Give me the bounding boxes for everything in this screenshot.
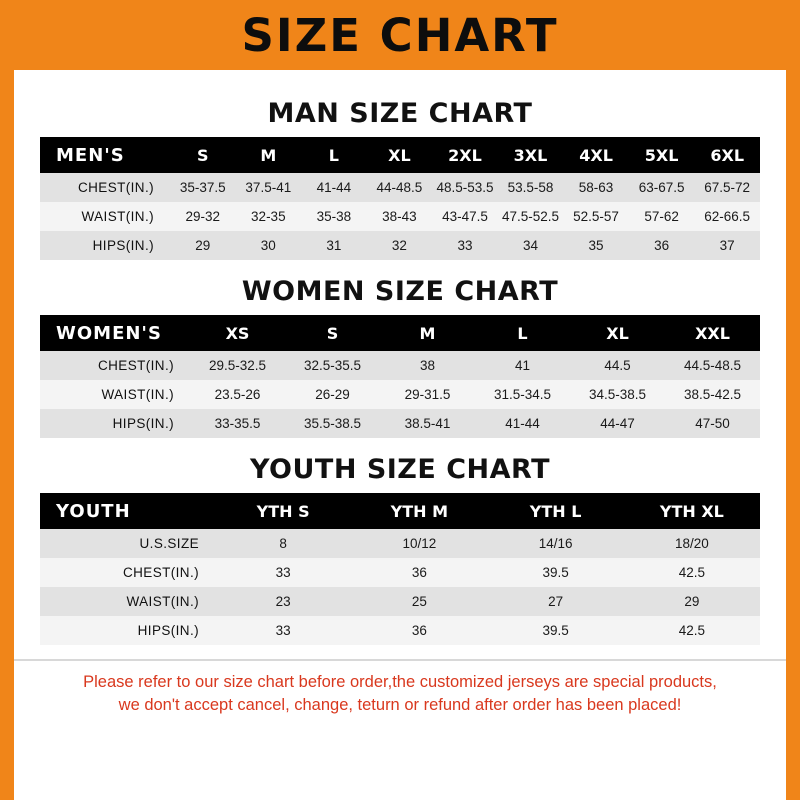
- cell: 32.5-35.5: [285, 351, 380, 380]
- cell: 33: [215, 558, 351, 587]
- column-header: YTH XL: [624, 493, 760, 529]
- section-title-youth: YOUTH SIZE CHART: [249, 454, 551, 485]
- table-row: [40, 380, 760, 409]
- cell: 25: [351, 587, 487, 616]
- page-title: SIZE CHART: [241, 8, 559, 62]
- table-row: [40, 616, 760, 645]
- table-row: [40, 351, 760, 380]
- cell: 58-63: [563, 173, 629, 202]
- cell: 33-35.5: [190, 409, 285, 438]
- cell: 30: [236, 231, 302, 260]
- cell: 38: [380, 351, 475, 380]
- column-header: 5XL: [629, 137, 695, 173]
- cell: 29-31.5: [380, 380, 475, 409]
- cell: 44-48.5: [367, 173, 433, 202]
- column-header: YTH S: [215, 493, 351, 529]
- cell: 29: [170, 231, 236, 260]
- cell: 35: [563, 231, 629, 260]
- column-header: 4XL: [563, 137, 629, 173]
- row-label: WAIST(IN.): [40, 202, 170, 231]
- table-header-row: [40, 493, 760, 529]
- cell: 38.5-41: [380, 409, 475, 438]
- cell: 34.5-38.5: [570, 380, 665, 409]
- column-header: XL: [367, 137, 433, 173]
- cell: 38.5-42.5: [665, 380, 760, 409]
- section-title-man: MAN SIZE CHART: [267, 98, 533, 129]
- cell: 23.5-26: [190, 380, 285, 409]
- table-header-row: [40, 315, 760, 351]
- cell: 27: [488, 587, 624, 616]
- disclaimer-line-2: we don't accept cancel, change, teturn or refund after order has been placed!: [118, 696, 682, 715]
- column-header: XXL: [665, 315, 760, 351]
- cell: 29-32: [170, 202, 236, 231]
- cell: 36: [351, 558, 487, 587]
- row-head-label: WOMEN'S: [40, 315, 190, 351]
- table-row: [40, 202, 760, 231]
- section-youth: [14, 454, 786, 645]
- cell: 36: [351, 616, 487, 645]
- disclaimer-line-1: Please refer to our size chart before order,the customized jerseys are special products,: [83, 673, 717, 691]
- column-header: XS: [190, 315, 285, 351]
- cell: 10/12: [351, 529, 487, 558]
- cell: 31.5-34.5: [475, 380, 570, 409]
- cell: 44-47: [570, 409, 665, 438]
- cell: 18/20: [624, 529, 760, 558]
- cell: 23: [215, 587, 351, 616]
- cell: 35.5-38.5: [285, 409, 380, 438]
- man-size-table: [40, 137, 760, 260]
- disclaimer-note: [14, 659, 786, 717]
- cell: 29.5-32.5: [190, 351, 285, 380]
- cell: 57-62: [629, 202, 695, 231]
- cell: 38-43: [367, 202, 433, 231]
- row-label: CHEST(IN.): [40, 351, 190, 380]
- cell: 29: [624, 587, 760, 616]
- row-head-label: MEN'S: [40, 137, 170, 173]
- table-row: [40, 409, 760, 438]
- cell: 48.5-53.5: [432, 173, 498, 202]
- cell: 41-44: [475, 409, 570, 438]
- section-man: [14, 82, 786, 260]
- cell: 44.5-48.5: [665, 351, 760, 380]
- column-header: 2XL: [432, 137, 498, 173]
- youth-size-table: [40, 493, 760, 645]
- cell: 52.5-57: [563, 202, 629, 231]
- cell: 53.5-58: [498, 173, 564, 202]
- cell: 39.5: [488, 616, 624, 645]
- row-label: HIPS(IN.): [40, 616, 215, 645]
- row-label: CHEST(IN.): [40, 173, 170, 202]
- cell: 36: [629, 231, 695, 260]
- column-header: S: [170, 137, 236, 173]
- column-header: L: [475, 315, 570, 351]
- column-header: L: [301, 137, 367, 173]
- row-label: HIPS(IN.): [40, 409, 190, 438]
- table-row: [40, 587, 760, 616]
- cell: 26-29: [285, 380, 380, 409]
- column-header: 3XL: [498, 137, 564, 173]
- cell: 32: [367, 231, 433, 260]
- column-header: S: [285, 315, 380, 351]
- cell: 32-35: [236, 202, 302, 231]
- row-label: WAIST(IN.): [40, 380, 190, 409]
- column-header: 6XL: [694, 137, 760, 173]
- table-header-row: [40, 137, 760, 173]
- page-banner: [14, 0, 786, 70]
- cell: 43-47.5: [432, 202, 498, 231]
- cell: 63-67.5: [629, 173, 695, 202]
- table-row: [40, 558, 760, 587]
- cell: 31: [301, 231, 367, 260]
- cell: 35-38: [301, 202, 367, 231]
- women-size-table: [40, 315, 760, 438]
- table-row: [40, 231, 760, 260]
- cell: 8: [215, 529, 351, 558]
- cell: 42.5: [624, 558, 760, 587]
- section-women: [14, 276, 786, 438]
- table-row: [40, 529, 760, 558]
- cell: 33: [215, 616, 351, 645]
- column-header: YTH M: [351, 493, 487, 529]
- row-head-label: YOUTH: [40, 493, 215, 529]
- row-label: HIPS(IN.): [40, 231, 170, 260]
- row-label: WAIST(IN.): [40, 587, 215, 616]
- column-header: M: [380, 315, 475, 351]
- cell: 35-37.5: [170, 173, 236, 202]
- cell: 47-50: [665, 409, 760, 438]
- cell: 44.5: [570, 351, 665, 380]
- cell: 62-66.5: [694, 202, 760, 231]
- cell: 67.5-72: [694, 173, 760, 202]
- column-header: M: [236, 137, 302, 173]
- cell: 47.5-52.5: [498, 202, 564, 231]
- cell: 14/16: [488, 529, 624, 558]
- cell: 37.5-41: [236, 173, 302, 202]
- table-row: [40, 173, 760, 202]
- column-header: XL: [570, 315, 665, 351]
- cell: 33: [432, 231, 498, 260]
- cell: 34: [498, 231, 564, 260]
- column-header: YTH L: [488, 493, 624, 529]
- cell: 42.5: [624, 616, 760, 645]
- row-label: CHEST(IN.): [40, 558, 215, 587]
- section-title-women: WOMEN SIZE CHART: [241, 276, 559, 307]
- cell: 41-44: [301, 173, 367, 202]
- cell: 37: [694, 231, 760, 260]
- cell: 39.5: [488, 558, 624, 587]
- cell: 41: [475, 351, 570, 380]
- row-label: U.S.SIZE: [40, 529, 215, 558]
